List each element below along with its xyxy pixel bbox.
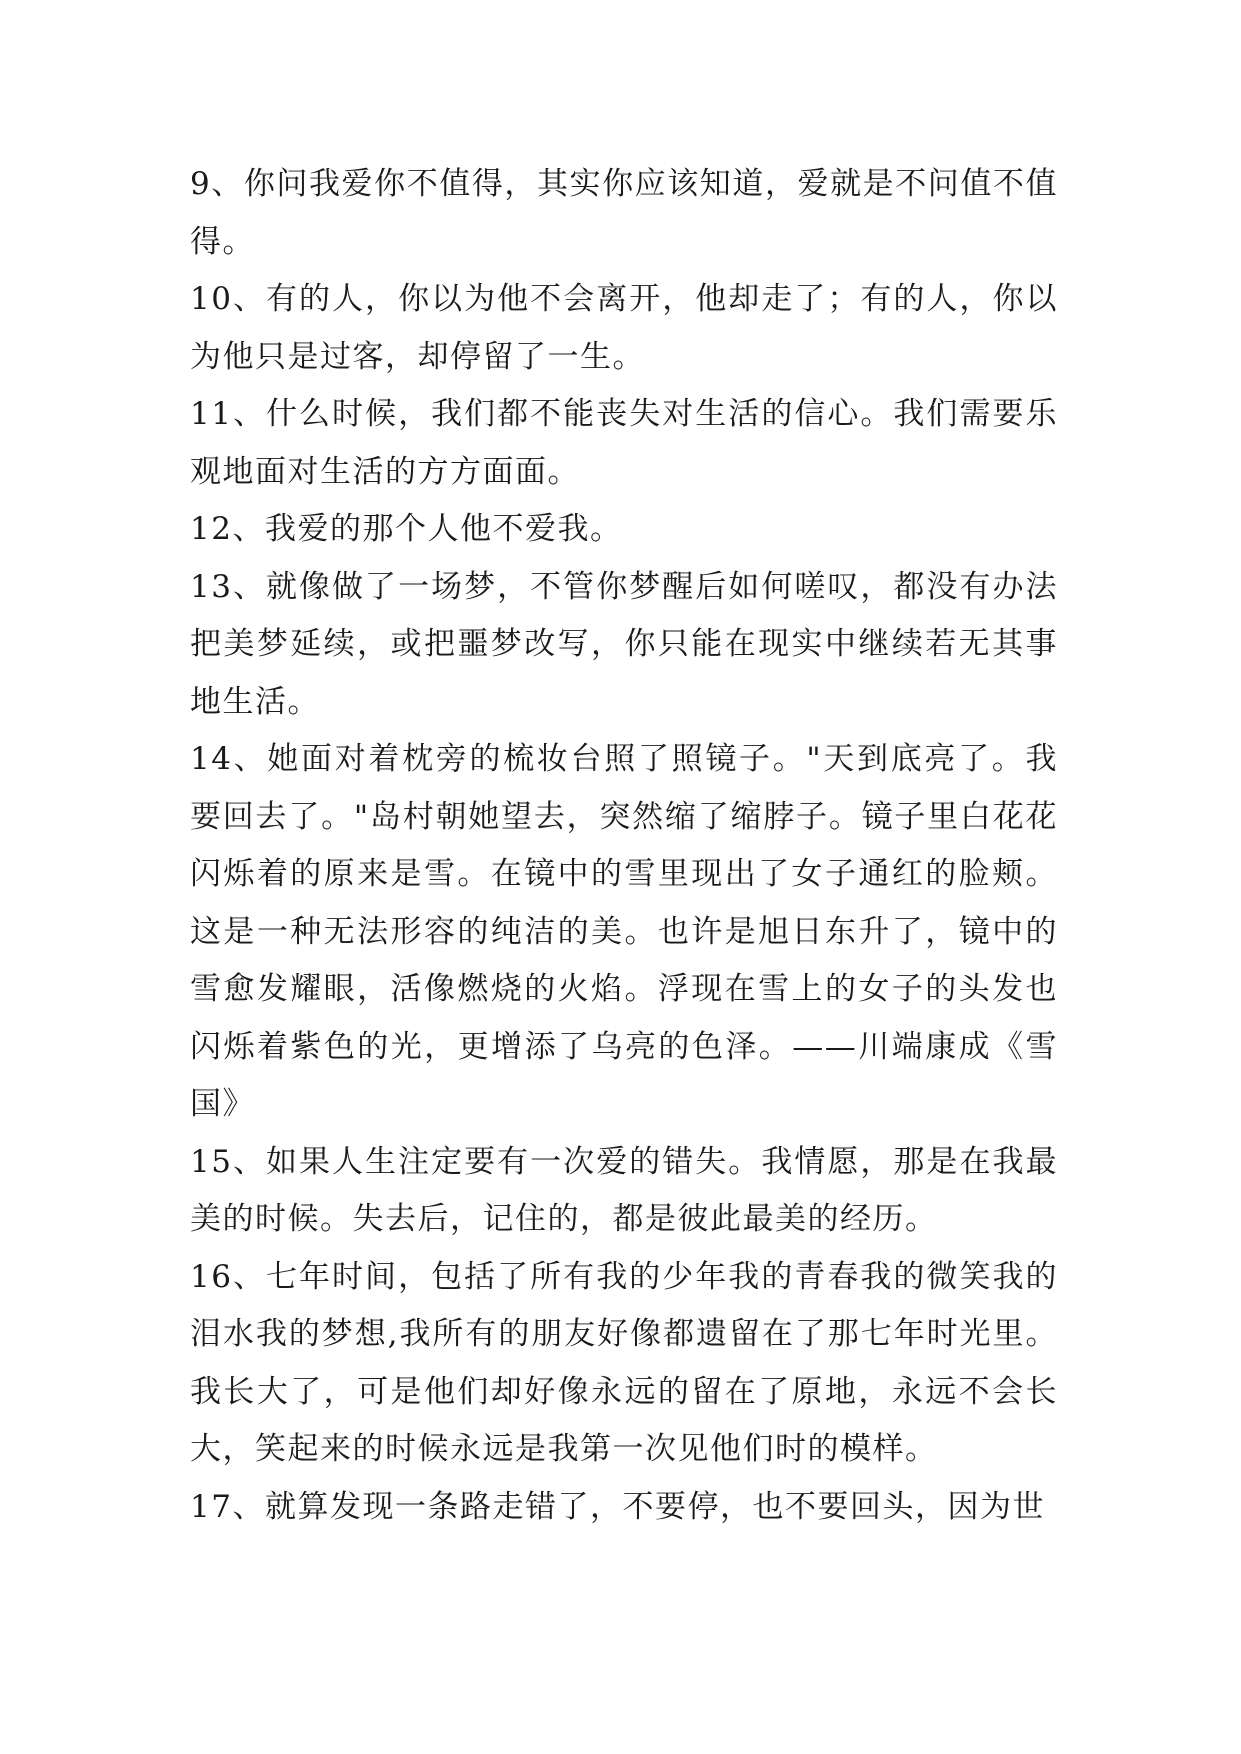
quote-paragraph-12: 12、我爱的那个人他不爱我。: [190, 511, 623, 547]
quote-paragraph-17: 17、就算发现一条路走错了，不要停，也不要回头，因为世: [190, 1488, 1045, 1525]
document-body: [190, 156, 1058, 1536]
quote-paragraph-10: 10、有的人，你以为他不会离开，他却走了；有的人，你以为他只是过客，却停留了一生。: [190, 281, 1058, 375]
quote-paragraph-11: 11、什么时候，我们都不能丧失对生活的信心。我们需要乐观地面对生活的方方面面。: [190, 396, 1058, 490]
quote-paragraph-14: 14、她面对着枕旁的梳妆台照了照镜子。"天到底亮了。我要回去了。"岛村朝她望去，突然缩了缩脖子。镜子里白花花闪烁着的原来是雪。在镜中的雪里现出了女子通红的脸颊。这是一种无法形容的纯洁的美。也许是旭日东升了，镜中的雪愈发耀眼，活像燃烧的火焰。浮现在雪上的女子的头发也闪烁着紫色的光，更增添了乌亮的色泽。——川端康成《雪国》: [190, 741, 1058, 1122]
quote-paragraph-15: 15、如果人生注定要有一次爱的错失。我情愿，那是在我最美的时候。失去后，记住的，都是彼此最美的经历。: [190, 1143, 1058, 1237]
quote-paragraph-9: 9、你问我爱你不值得，其实你应该知道，爱就是不问值不值得。: [190, 166, 1058, 260]
quote-paragraph-16: 16、七年时间，包括了所有我的少年我的青春我的微笑我的泪水我的梦想,我所有的朋友好像都遗留在了那七年时光里。我长大了，可是他们却好像永远的留在了原地，永远不会长大，笑起来的时候永远是我第一次见他们时的模样。: [190, 1258, 1058, 1467]
quote-paragraph-13: 13、就像做了一场梦，不管你梦醒后如何嗟叹，都没有办法把美梦延续，或把噩梦改写，你只能在现实中继续若无其事地生活。: [190, 568, 1058, 720]
